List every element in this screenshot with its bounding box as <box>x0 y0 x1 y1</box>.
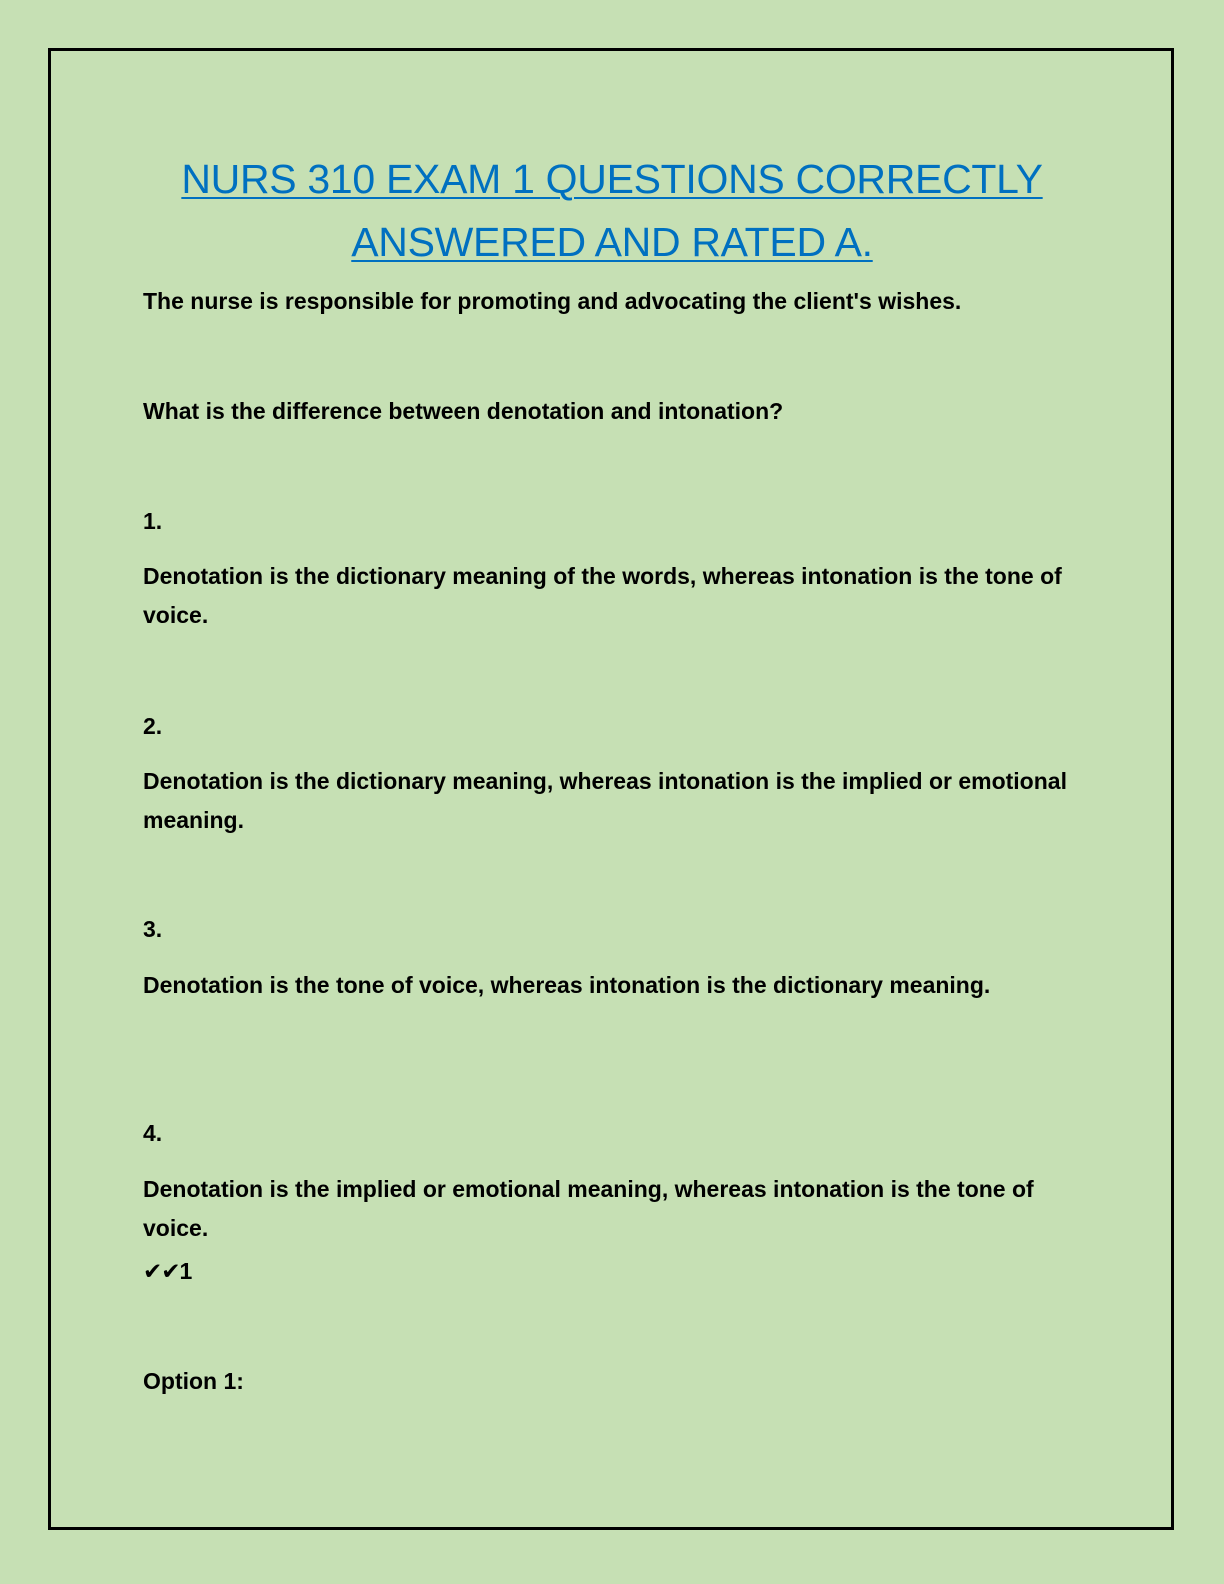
answer-value: 1 <box>179 1258 193 1284</box>
option-number-2: 2. <box>143 713 163 739</box>
double-check-icon: ✔✔ <box>143 1258 180 1284</box>
intro-statement: The nurse is responsible for promoting and advocating the client's wishes. <box>143 288 962 314</box>
document-title <box>145 148 1079 274</box>
title-line-2: ANSWERED AND RATED A. <box>351 219 873 265</box>
option-text-1: Denotation is the dictionary meaning of the words, whereas intonation is the tone of voice. <box>143 563 1062 628</box>
option-number-1: 1. <box>143 508 163 534</box>
option-number-4: 4. <box>143 1120 163 1146</box>
option-number-3: 3. <box>143 916 163 942</box>
option-text-2: Denotation is the dictionary meaning, whereas intonation is the implied or emotional meaning. <box>143 768 1067 833</box>
option-heading: Option 1: <box>143 1368 244 1394</box>
option-text-3: Denotation is the tone of voice, whereas intonation is the dictionary meaning. <box>143 972 991 998</box>
answer-line <box>143 1252 1093 1291</box>
question-text: What is the difference between denotation and intonation? <box>143 398 784 424</box>
option-text-4: Denotation is the implied or emotional meaning, whereas intonation is the tone of voice. <box>143 1176 1034 1241</box>
title-line-1: NURS 310 EXAM 1 QUESTIONS CORRECTLY <box>181 156 1043 202</box>
